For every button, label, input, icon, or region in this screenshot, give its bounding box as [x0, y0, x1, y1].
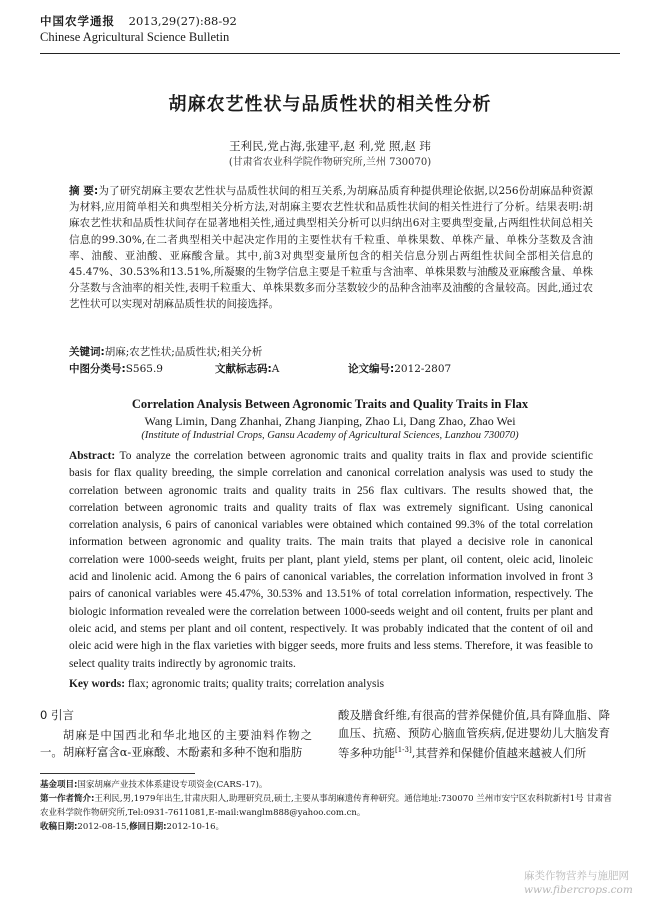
- watermark-cn: 麻类作物营养与施肥网: [524, 870, 629, 882]
- intro-paragraph-left: 胡麻是中国西北和华北地区的主要油料作物之一。胡麻籽富含α-亚麻酸、木酚素和多种不饱和脂肪: [40, 727, 312, 760]
- abstract-cn-label: 摘 要:: [69, 185, 99, 197]
- abstract-en: [69, 448, 593, 673]
- section-heading-intro: 0 引言: [40, 708, 74, 722]
- revised-label: 修回日期:: [129, 822, 167, 832]
- received-label: 收稿日期:: [40, 822, 78, 832]
- abstract-cn-text: 为了研究胡麻主要农艺性状与品质性状间的相互关系,为胡麻品质育种提供理论依据,以256份胡麻品种资源为材料,应用简单相关和典型相关分析方法,对胡麻主要农艺性状和品质性状间的相关性进行了分析。结果表明:胡麻农艺性状和品质性状间存在显著地相关性,通过典型相关分析可以归纳出6对主要典型变量,占两组性状间总相关信息的99.30%,在二者典型相关中起决定作用的主要性状有千粒重、单株果数、单株产量、单株分茎数及含油率、油酸、亚油酸、亚麻酸含量。其中,前3对典型变量所包含的相关信息分别占两组性状间全部相关信息的45.47%、30.53%和13.51%,所凝聚的生物学信息主要是千粒重与含油率、单株果数与油酸及亚麻酸含量、单株分茎数与含油率的相关性,表明千粒重大、单株果数多而分茎数较少的品种含油率及油酸的含量较高。因此,通过农艺性状可以实现对胡麻品质性状的间接选择。: [69, 185, 594, 311]
- journal-header: [40, 14, 620, 45]
- citation-ref: [1-3]: [394, 746, 412, 755]
- author-note: [40, 792, 620, 820]
- body-column-right: [338, 707, 610, 763]
- paper-title-cn: 胡麻农艺性状与品质性状的相关性分析: [168, 94, 492, 115]
- doc-code-value: A: [271, 363, 280, 375]
- doc-code-label: 文献标志码:: [215, 363, 272, 375]
- watermark: [524, 869, 644, 897]
- body-column-left: [40, 707, 312, 762]
- intro-paragraph-right-2: ,其营养和保健价值越来越被人们所: [411, 745, 587, 760]
- abstract-en-label: Abstract:: [69, 450, 116, 462]
- footnotes: [40, 778, 620, 834]
- clc-label: 中图分类号:: [69, 363, 126, 375]
- date-note: [40, 820, 620, 834]
- author-note-label: 第一作者简介:: [40, 794, 95, 804]
- revised-date: 2012-10-16。: [166, 822, 225, 832]
- abstract-en-text: To analyze the correlation between agronomic traits and quality traits in flax and provide scientific basis for flax quality breeding, the simple correlation and canonical correlation analysis was used to study the correlation between agronomic traits and quality traits in 256 flax cultivars. The results showed that, the correlation between agronomic traits and quality traits of flax was extremely significant. Using canonical correlation analysis, 6 pairs of canonical variables were obtained which contained 99.3% of the total correlation information between agronomic and quality traits. The main traits that played a decisive role in canonical correlation were 1000-seeds weight, fruits per plant, plant yield, stems per plant, oil content, oleic acid, linoleic acid and linolenic acid. Among the 6 pairs of canonical variables, the correlation information involved in front 3 pairs of canonical variables were 45.47%, 30.53% and 13.51% of total correlation information, respectively. The biologic information revealed were the correlation between 1000-seeds weight and oil content, fruits per plant and oleic acid, and stems per plant and oil content, respectively. It was probably indicated that the content of oil and oleic acid were high in the flax varieties with bigger seeds, more fruits and less stems. Therefore, it was feasible to select quality traits indirectly by agronomic traits.: [69, 450, 593, 670]
- affiliation-cn: (甘肃省农业科学院作物研究所,兰州 730070): [228, 157, 432, 168]
- fund-text: 国家胡麻产业技术体系建设专项资金(CARS-17)。: [77, 780, 268, 790]
- affiliation-en: (Institute of Industrial Crops, Gansu Academy of Agricultural Sciences, Lanzhou 730070): [141, 430, 519, 441]
- intro-paragraph-right-1: 酸及膳食纤维,有很高的营养保健价值,具有降血脂、降血压、抗癌、预防心脑血管疾病,促进婴幼儿大脑发育等多种功能: [338, 708, 610, 760]
- clc-value: S565.9: [125, 363, 163, 375]
- fund-label: 基金项目:: [40, 780, 78, 790]
- paper-title-en: Correlation Analysis Between Agronomic Traits and Quality Traits in Flax: [131, 397, 529, 411]
- fund-note: [40, 778, 620, 792]
- paper-number-value: 2012-2807: [394, 363, 452, 375]
- keywords-en-label: Key words:: [69, 678, 125, 690]
- watermark-url: www.fibercrops.com: [524, 884, 633, 896]
- footnote-rule: [40, 773, 195, 774]
- keywords-cn: [69, 344, 593, 360]
- keywords-en: [69, 676, 593, 692]
- keywords-cn-label: 关键词:: [69, 346, 105, 358]
- abstract-cn: [69, 183, 593, 313]
- journal-name-cn: 中国农学通报: [40, 14, 115, 28]
- header-rule: [40, 53, 620, 54]
- author-note-text: 王利民,男,1979年出生,甘肃庆阳人,助理研究员,硕士,主要从事胡麻遗传育种研究。通信地址:730070 兰州市安宁区农科院新村1号 甘肃省农业科学院作物研究所,Tel:0931-7611081,E-mail:wanglm888@yahoo.com.cn。: [40, 794, 612, 818]
- authors-en: Wang Limin, Dang Zhanhai, Zhang Jianping, Zhao Li, Dang Zhao, Zhao Wei: [144, 414, 516, 428]
- keywords-cn-text: 胡麻;农艺性状;品质性状;相关分析: [104, 346, 263, 358]
- received-date: 2012-08-15,: [77, 822, 130, 832]
- journal-name-en: Chinese Agricultural Science Bulletin: [40, 30, 230, 44]
- paper-number-label: 论文编号:: [348, 363, 395, 375]
- authors-cn: 王利民,党占海,张建平,赵 利,党 照,赵 玮: [229, 139, 431, 153]
- journal-citation: 2013,29(27):88-92: [128, 14, 237, 28]
- keywords-en-text: flax; agronomic traits; quality traits; correlation analysis: [127, 678, 385, 690]
